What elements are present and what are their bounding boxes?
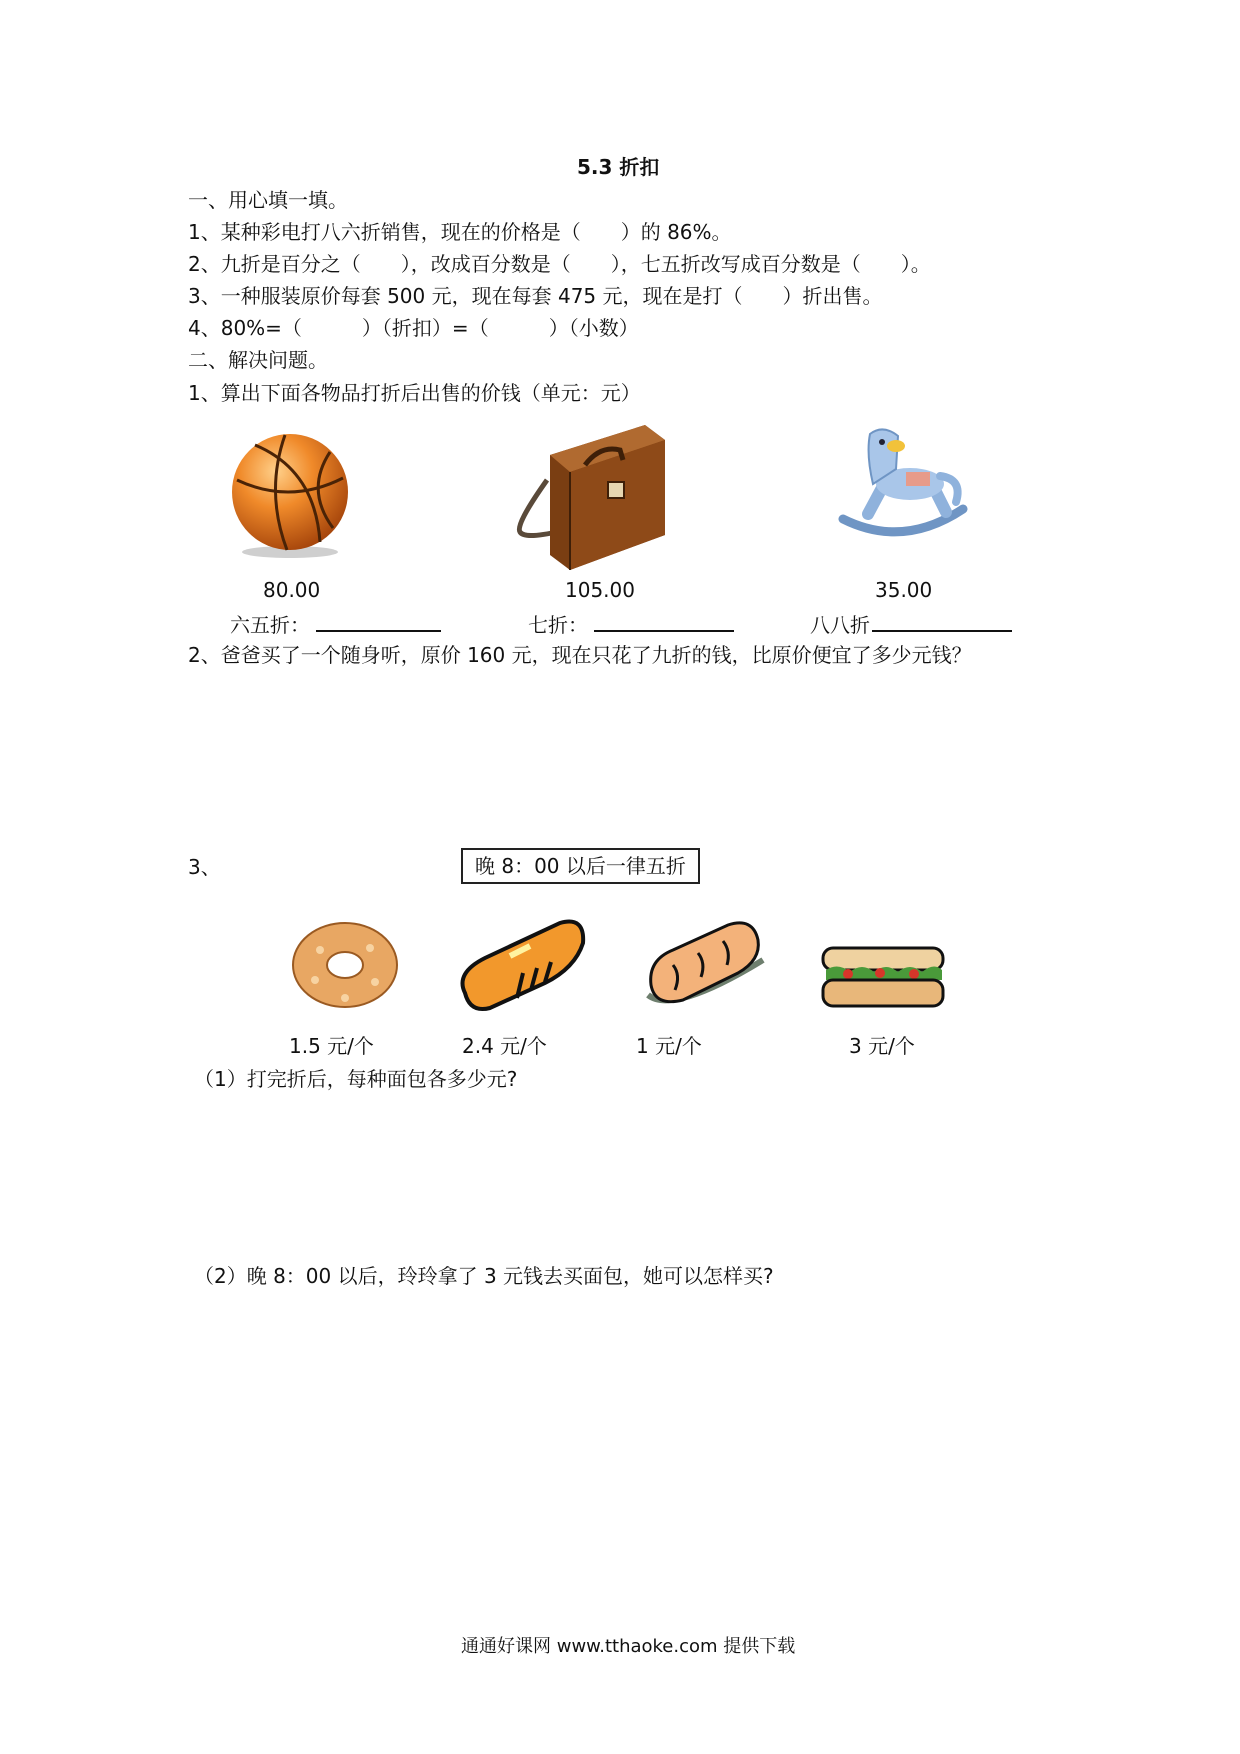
page-footer: 通通好课网 www.tthaoke.com 提供下载 (461, 1636, 796, 1657)
section1-question-3: 3、一种服装原价每套 500 元，现在每套 475 元，现在是打（ ）折出售。 (188, 284, 883, 308)
answer-line (594, 612, 734, 632)
bread-loaf-icon (643, 915, 768, 1015)
baguette-icon (455, 918, 590, 1013)
discount-sign: 晚 8：00 以后一律五折 (461, 848, 700, 884)
discount-label-briefcase (528, 612, 734, 635)
donut-icon (290, 920, 400, 1010)
discount-label-basketball (230, 612, 441, 635)
section2-question-1: 1、算出下面各物品打折后出售的价钱（单元：元） (188, 381, 641, 405)
section2-question-3-sub2: （2）晚 8：00 以后，玲玲拿了 3 元钱去买面包，她可以怎样买? (194, 1264, 774, 1288)
section1-question-1: 1、某种彩电打八六折销售，现在的价格是（ ）的 86%。 (188, 220, 732, 244)
discount-label-text: 六五折： (230, 613, 310, 637)
briefcase-icon (505, 420, 675, 570)
rocking-horse-icon (838, 424, 968, 549)
bread-price-sandwich: 3 元/个 (849, 1034, 915, 1058)
section2-question-3-label: 3、 (188, 855, 221, 879)
page-title: 5.3 折扣 (577, 155, 660, 179)
answer-line (872, 612, 1012, 632)
item-price-briefcase: 105.00 (565, 578, 635, 602)
section2-question-2: 2、爸爸买了一个随身听，原价 160 元，现在只花了九折的钱，比原价便宜了多少元钱？ (188, 643, 972, 667)
section2-heading: 二、解决问题。 (188, 348, 328, 372)
item-price-rocking-horse: 35.00 (875, 578, 933, 602)
bread-price-baguette: 2.4 元/个 (462, 1034, 547, 1058)
item-price-basketball: 80.00 (263, 578, 321, 602)
bread-price-donut: 1.5 元/个 (289, 1034, 374, 1058)
discount-label-text: 七折： (528, 613, 588, 637)
discount-label-text: 八八折 (810, 613, 870, 637)
section2-question-3-sub1: （1）打完折后，每种面包各多少元? (194, 1067, 518, 1091)
section1-question-2: 2、九折是百分之（ ），改成百分数是（ ），七五折改写成百分数是（ ）。 (188, 252, 931, 276)
sandwich-icon (818, 940, 948, 1015)
section1-question-4: 4、80%=（ ）（折扣）=（ ）（小数） (188, 316, 639, 340)
bread-price-loaf: 1 元/个 (636, 1034, 702, 1058)
basketball-icon (225, 430, 355, 560)
section1-heading: 一、用心填一填。 (188, 188, 348, 212)
discount-label-rocking-horse (810, 612, 1012, 635)
answer-line (316, 612, 441, 632)
